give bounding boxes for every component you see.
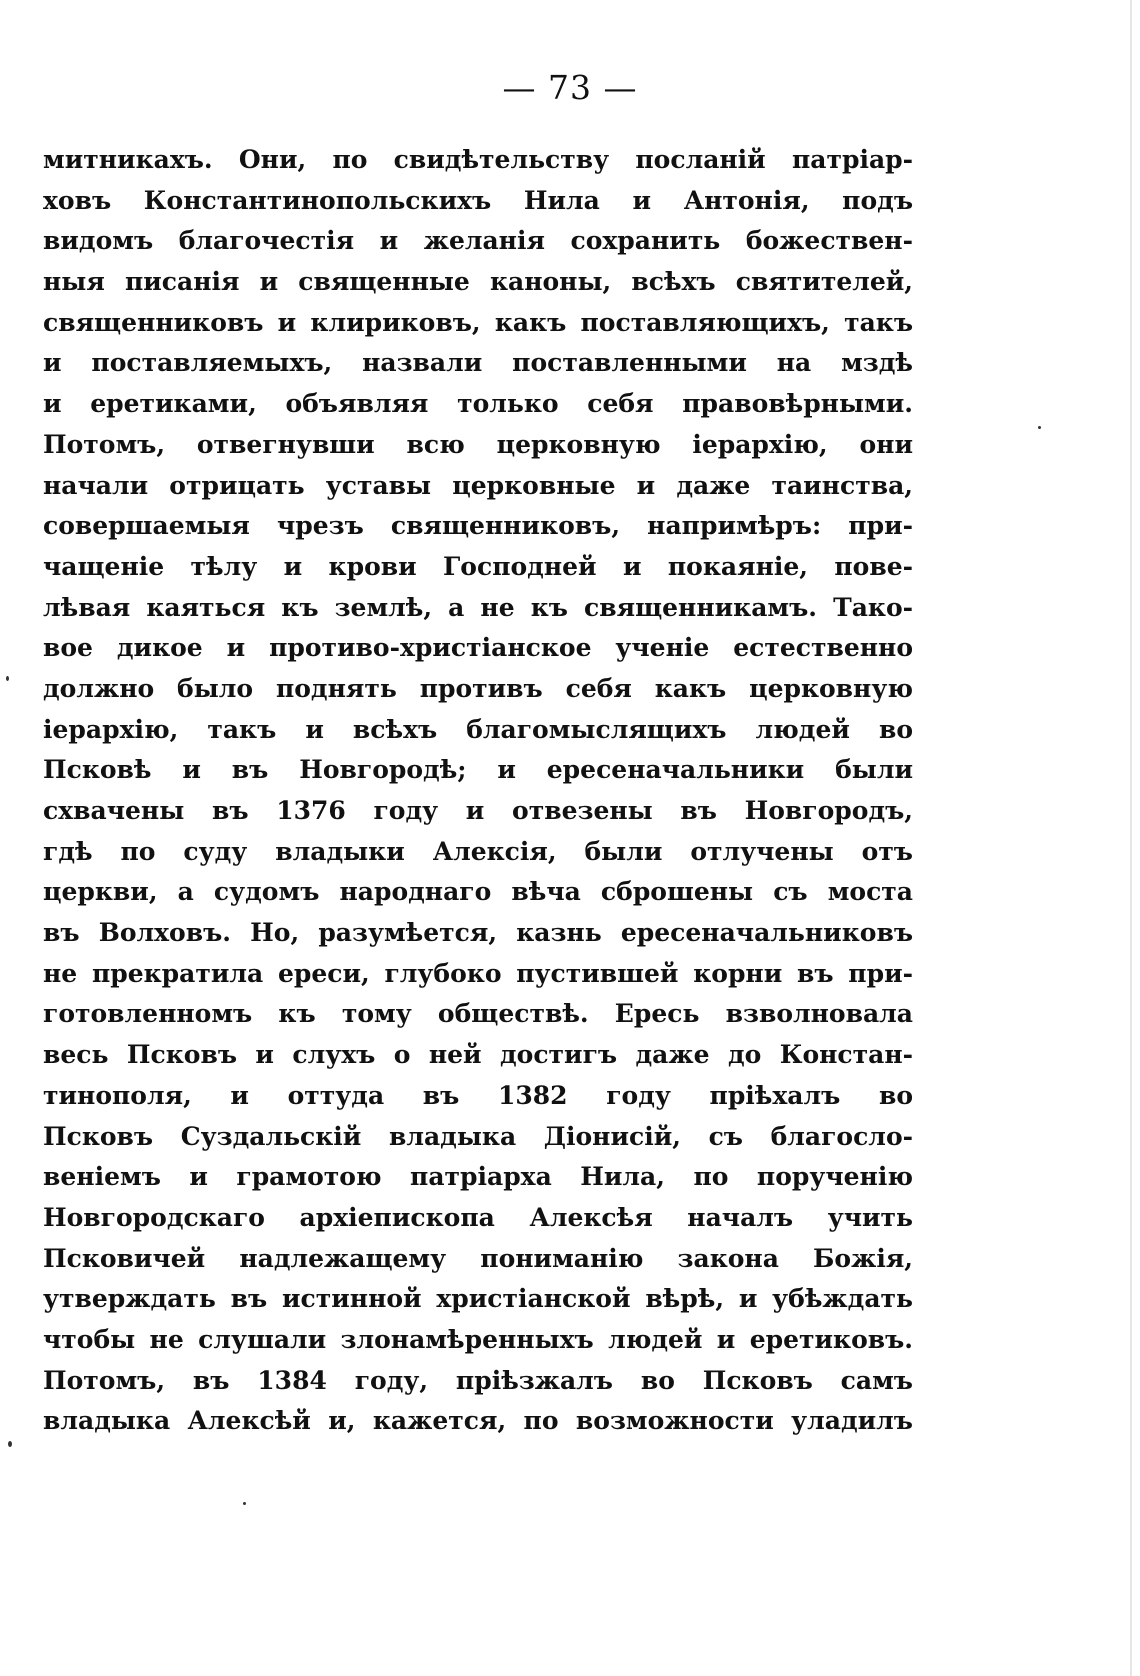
- text-line: владыка Алексѣй и, кажется, по возможности уладилъ: [43, 1406, 913, 1436]
- text-line: Псковъ Суздальскій владыка Діонисій, съ благосло-: [43, 1121, 913, 1151]
- text-line: начали отрицать уставы церковные и даже таинства,: [43, 470, 913, 500]
- text-line: Потомъ, въ 1384 году, пріѣзжалъ во Псковъ самъ: [43, 1365, 913, 1395]
- text-line: готовленномъ къ тому обществѣ. Ересь взволновала: [43, 999, 913, 1029]
- text-line: тинополя, и оттуда въ 1382 году пріѣхалъ во: [43, 1080, 913, 1110]
- text-line: митникахъ. Они, по свидѣтельству посланій патріар-: [43, 145, 913, 174]
- text-line: не прекратила ереси, глубоко пустившей корни въ при-: [43, 958, 913, 988]
- print-speck: [243, 1502, 246, 1505]
- text-line: священниковъ и клириковъ, какъ поставляющихъ, такъ: [43, 307, 913, 337]
- text-line: чтобы не слушали злонамѣренныхъ людей и еретиковъ.: [43, 1324, 913, 1354]
- text-line: въ Волховъ. Но, разумѣется, казнь ересеначальниковъ: [43, 918, 913, 948]
- text-line: гдѣ по суду владыки Алексія, были отлучены отъ: [43, 836, 913, 866]
- text-line: вое дикое и противо-христіанское ученіе естественно: [43, 633, 913, 663]
- text-line: чащеніе тѣлу и крови Господней и покаяніе, пове-: [43, 551, 913, 581]
- body-text: [43, 140, 913, 1442]
- page-number: — 73 —: [502, 68, 638, 107]
- text-line: ховъ Константинопольскихъ Нила и Антонія, подъ: [43, 185, 913, 215]
- text-line: Потомъ, отвегнувши всю церковную іерархію, они: [43, 429, 913, 459]
- text-line: іерархію, такъ и всѣхъ благомыслящихъ людей во: [43, 714, 913, 744]
- text-line: церкви, а судомъ народнаго вѣча сброшены съ моста: [43, 877, 913, 907]
- page-edge-shadow: [1130, 0, 1132, 1676]
- text-line: веніемъ и грамотою патріарха Нила, по порученію: [43, 1162, 913, 1192]
- text-line: весь Псковъ и слухъ о ней достигъ даже до Констан-: [43, 1040, 913, 1070]
- print-speck: [8, 1441, 12, 1447]
- print-speck: [6, 676, 9, 681]
- text-line: Псковѣ и въ Новгородѣ; и ересеначальники были: [43, 755, 913, 785]
- text-line: ныя писанія и священные каноны, всѣхъ святителей,: [43, 267, 913, 297]
- text-line: лѣвая каяться къ землѣ, а не къ священникамъ. Тако-: [43, 592, 913, 622]
- text-line: должно было поднять противъ себя какъ церковную: [43, 673, 913, 703]
- text-line: видомъ благочестія и желанія сохранить божествен-: [43, 226, 913, 256]
- text-line: совершаемыя чрезъ священниковъ, напримѣръ: при-: [43, 511, 913, 541]
- text-line: схвачены въ 1376 году и отвезены въ Новгородъ,: [43, 796, 913, 825]
- text-line: и еретиками, объявляя только себя правовѣрными.: [43, 389, 913, 419]
- print-speck: [1038, 426, 1041, 429]
- text-line: и поставляемыхъ, назвали поставленными на мздѣ: [43, 348, 913, 378]
- text-line: утверждать въ истинной христіанской вѣрѣ, и убѣждать: [43, 1284, 913, 1314]
- text-line: Новгородскаго архіепископа Алексѣя началъ учить: [43, 1202, 913, 1232]
- text-line: Псковичей надлежащему пониманію закона Божія,: [43, 1243, 913, 1273]
